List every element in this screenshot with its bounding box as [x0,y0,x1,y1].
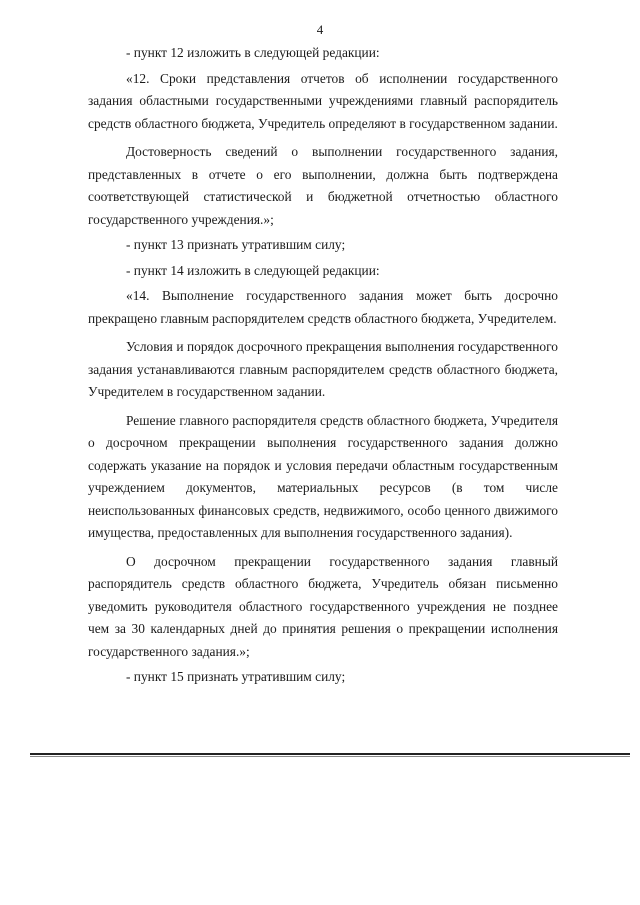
footer-divider-thin [30,756,630,757]
paragraph-item-13: - пункт 13 признать утратившим силу; [126,237,346,252]
paragraph-item-15: - пункт 15 признать утратившим силу; [126,669,346,684]
paragraph-item-12-text: «12. Сроки представления отчетов об исполнении государственного задания областными государственными учреждениями главный распорядитель средств областного бюджета, Учредитель определяют в государственном задании. [88,70,558,131]
paragraph-item-14-text: «14. Выполнение государственного задания может быть досрочно прекращено главным распорядителем средств областного бюджета, Учредителем. [88,288,558,326]
paragraph-conditions: Условия и порядок досрочного прекращения выполнения государственного задания устанавливаются главным распорядителем средств областного бюджета, Учредителем в государственном задании. [88,339,558,399]
footer-divider [30,753,630,755]
page-number: 4 [316,22,324,37]
paragraph-item-14-intro: - пункт 14 изложить в следующей редакции: [126,262,380,278]
paragraph-item-12-intro: - пункт 12 изложить в следующей редакции: [126,45,380,60]
paragraph-decision: Решение главного распорядителя средств областного бюджета, Учредителя о досрочном прекращении выполнения государственного задания должно содержать указание на порядок и условия передачи областным государственным учреждением документов, материальных ресурсов (в том числе неиспользованных финансовых средств, недвижимого, особо ценного движимого имущества, предоставленных для выполнения государственного задания). [88,412,558,540]
paragraph-reliability: Достоверность сведений о выполнении государственного задания, представленных в отчете о его выполнении, должна быть подтверждена соответствующей статистической и бюджетной отчетностью областного государственного учреждения.»; [88,144,558,227]
document-body [88,42,558,689]
paragraph-notification: О досрочном прекращении государственного задания главный распорядитель средств областного бюджета, Учредитель обязан письменно уведомить руководителя областного государственного учреждения не позднее чем за 30 календарных дней до принятия решения о прекращении исполнения государственного задания.»; [88,553,558,659]
